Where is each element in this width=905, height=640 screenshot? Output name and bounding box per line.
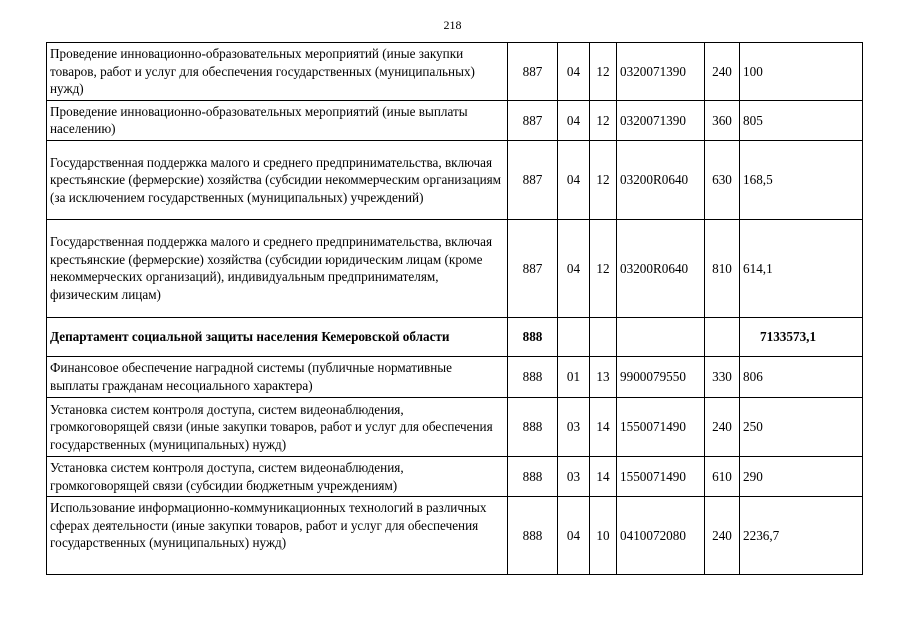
section-code: 04: [558, 219, 590, 317]
amount: 290: [740, 456, 863, 496]
target-article-code: 9900079550: [617, 356, 705, 397]
section-code: 04: [558, 100, 590, 140]
table-row-department: [47, 317, 863, 356]
budget-table: [46, 42, 863, 575]
target-article-code: 1550071490: [617, 456, 705, 496]
table-row: [47, 497, 863, 575]
expense-type-code: 240: [705, 497, 740, 575]
target-article-code: [617, 317, 705, 356]
row-description: Установка систем контроля доступа, систем видеонаблюдения, громкоговорящей связи (иные закупки товаров, работ и услуг для обеспечения государственных (муниципальных) нужд): [47, 397, 508, 456]
department-code: 887: [508, 100, 558, 140]
amount: 2236,7: [740, 497, 863, 575]
subsection-code: 12: [590, 140, 617, 219]
table-row: [47, 397, 863, 456]
department-code: 887: [508, 43, 558, 101]
subsection-code: 12: [590, 43, 617, 101]
department-code: 888: [508, 456, 558, 496]
expense-type-code: 240: [705, 43, 740, 101]
subsection-code: 12: [590, 219, 617, 317]
row-description: Департамент социальной защиты населения Кемеровской области: [47, 317, 508, 356]
expense-type-code: 610: [705, 456, 740, 496]
amount: 250: [740, 397, 863, 456]
page-number: 218: [443, 18, 462, 32]
amount: 168,5: [740, 140, 863, 219]
section-code: 01: [558, 356, 590, 397]
section-code: 04: [558, 497, 590, 575]
table-row: [47, 140, 863, 219]
section-code: 03: [558, 456, 590, 496]
amount: 805: [740, 100, 863, 140]
row-description: Государственная поддержка малого и среднего предпринимательства, включая крестьянские (фермерские) хозяйства (субсидии некоммерческим организациям (за исключением государственных (муниципальных) учреждений): [47, 140, 508, 219]
expense-type-code: 330: [705, 356, 740, 397]
expense-type-code: [705, 317, 740, 356]
table-row: [47, 356, 863, 397]
table-row: [47, 100, 863, 140]
expense-type-code: 630: [705, 140, 740, 219]
expense-type-code: 810: [705, 219, 740, 317]
row-description: Государственная поддержка малого и среднего предпринимательства, включая крестьянские (фермерские) хозяйства (субсидии юридическим лицам (кроме некоммерческих организаций), индивидуальным предпринимателям, физическим лицам): [47, 219, 508, 317]
section-code: 04: [558, 140, 590, 219]
target-article-code: 03200R0640: [617, 140, 705, 219]
target-article-code: 1550071490: [617, 397, 705, 456]
department-code: 888: [508, 397, 558, 456]
amount: 806: [740, 356, 863, 397]
amount: 614,1: [740, 219, 863, 317]
department-code: 887: [508, 140, 558, 219]
target-article-code: 0320071390: [617, 100, 705, 140]
department-code: 887: [508, 219, 558, 317]
row-description: Финансовое обеспечение наградной системы (публичные нормативные выплаты гражданам несоциального характера): [47, 356, 508, 397]
subsection-code: 13: [590, 356, 617, 397]
table-row: [47, 219, 863, 317]
section-code: [558, 317, 590, 356]
section-code: 04: [558, 43, 590, 101]
subsection-code: 14: [590, 397, 617, 456]
row-description: Проведение инновационно-образовательных мероприятий (иные выплаты населению): [47, 100, 508, 140]
table-row: [47, 43, 863, 101]
table-row: [47, 456, 863, 496]
section-code: 03: [558, 397, 590, 456]
amount: 7133573,1: [740, 317, 863, 356]
row-description: Установка систем контроля доступа, систем видеонаблюдения, громкоговорящей связи (субсидии бюджетным учреждениям): [47, 456, 508, 496]
amount: 100: [740, 43, 863, 101]
department-code: 888: [508, 356, 558, 397]
subsection-code: 10: [590, 497, 617, 575]
target-article-code: 0410072080: [617, 497, 705, 575]
row-description: Использование информационно-коммуникационных технологий в различных сферах деятельности (иные закупки товаров, работ и услуг для обеспечения государственных (муниципальных) нужд): [47, 497, 508, 575]
expense-type-code: 360: [705, 100, 740, 140]
department-code: 888: [508, 317, 558, 356]
expense-type-code: 240: [705, 397, 740, 456]
target-article-code: 0320071390: [617, 43, 705, 101]
subsection-code: 14: [590, 456, 617, 496]
row-description: Проведение инновационно-образовательных мероприятий (иные закупки товаров, работ и услуг для обеспечения государственных (муниципальных) нужд): [47, 43, 508, 101]
subsection-code: [590, 317, 617, 356]
subsection-code: 12: [590, 100, 617, 140]
target-article-code: 03200R0640: [617, 219, 705, 317]
department-code: 888: [508, 497, 558, 575]
